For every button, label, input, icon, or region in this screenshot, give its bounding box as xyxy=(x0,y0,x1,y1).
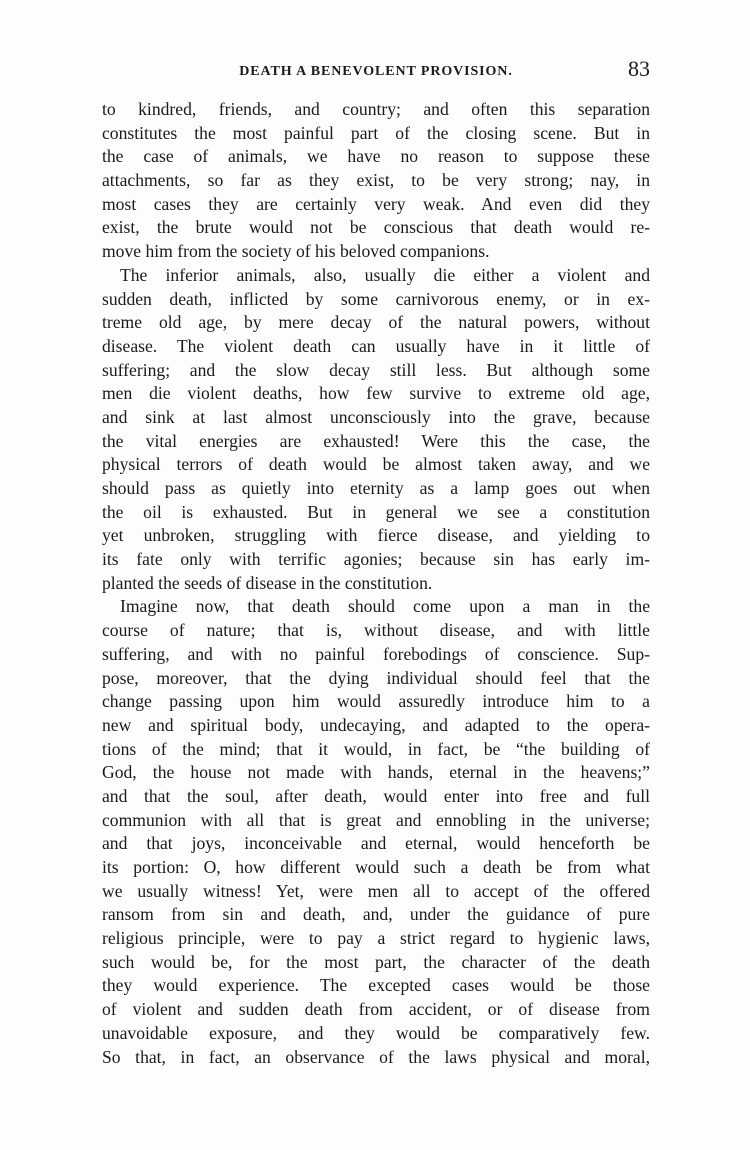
text-line: course of nature; that is, without disease, and with little xyxy=(102,620,650,641)
text-line: physical terrors of death would be almost taken away, and we xyxy=(102,454,650,475)
text-line: exist, the brute would not be conscious that death would re- xyxy=(102,217,650,238)
text-line: pose, moreover, that the dying individual should feel that the xyxy=(102,667,650,688)
text-line: yet unbroken, struggling with fierce disease, and yielding to xyxy=(102,525,650,546)
text-line: and that joys, inconceivable and eternal, would henceforth be xyxy=(102,833,650,854)
text-line: God, the house not made with hands, eternal in the heavens;” xyxy=(102,762,650,783)
running-head xyxy=(102,56,650,88)
text-line: suffering, and with no painful forebodings of conscience. Sup- xyxy=(102,643,650,664)
page-number: 83 xyxy=(628,56,650,81)
text-line: communion with all that is great and ennobling in the universe; xyxy=(102,809,650,830)
text-line: Imagine now, that death should come upon a man in the xyxy=(120,596,650,617)
text-line: religious principle, were to pay a strict regard to hygienic laws, xyxy=(102,928,650,949)
text-line: they would experience. The excepted cases would be those xyxy=(102,975,650,996)
text-line: attachments, so far as they exist, to be very strong; nay, in xyxy=(102,170,650,191)
text-line: men die violent deaths, how few survive to extreme old age, xyxy=(102,383,650,404)
text-line: move him from the society of his beloved companions. xyxy=(102,241,490,262)
text-line: disease. The violent death can usually have in it little of xyxy=(102,335,650,356)
text-line: constitutes the most painful part of the closing scene. But in xyxy=(102,122,650,143)
text-line: treme old age, by mere decay of the natural powers, without xyxy=(102,312,650,333)
text-line: its portion: O, how different would such a death be from what xyxy=(102,857,650,877)
text-line: to kindred, friends, and country; and often this separation xyxy=(102,99,650,119)
text-line: of violent and sudden death from accident, or of disease from xyxy=(102,999,650,1020)
text-line: tions of the mind; that it would, in fact, be “the building of xyxy=(102,738,650,759)
text-line: and that the soul, after death, would enter into free and full xyxy=(102,785,650,806)
text-line: should pass as quietly into eternity as a lamp goes out when xyxy=(102,478,650,498)
text-line: new and spiritual body, undecaying, and adapted to the opera- xyxy=(102,714,650,735)
text-line: So that, in fact, an observance of the laws physical and moral, xyxy=(102,1046,650,1067)
text-line: its fate only with terrific agonies; because sin has early im- xyxy=(102,549,650,570)
text-line: sudden death, inflicted by some carnivorous enemy, or in ex- xyxy=(102,288,650,309)
text-line: we usually witness! Yet, were men all to accept of the offered xyxy=(102,880,650,901)
text-line: unavoidable exposure, and they would be comparatively few. xyxy=(102,1022,650,1043)
text-line: planted the seeds of disease in the constitution. xyxy=(102,572,433,593)
text-line: change passing upon him would assuredly introduce him to a xyxy=(102,691,650,712)
text-line: the case of animals, we have no reason to suppose these xyxy=(102,146,650,167)
text-line: the oil is exhausted. But in general we see a constitution xyxy=(102,501,650,522)
running-title: DEATH A BENEVOLENT PROVISION. xyxy=(239,64,513,79)
text-line: the vital energies are exhausted! Were this the case, the xyxy=(102,430,650,451)
text-line: The inferior animals, also, usually die either a violent and xyxy=(120,264,650,285)
text-line: most cases they are certainly very weak. And even did they xyxy=(102,193,650,214)
text-line: such would be, for the most part, the character of the death xyxy=(102,951,650,972)
text-line: suffering; and the slow decay still less. But although some xyxy=(102,359,650,380)
text-line: ransom from sin and death, and, under the guidance of pure xyxy=(102,904,650,925)
text-line: and sink at last almost unconsciously into the grave, because xyxy=(102,406,650,427)
body-text xyxy=(102,98,650,1069)
